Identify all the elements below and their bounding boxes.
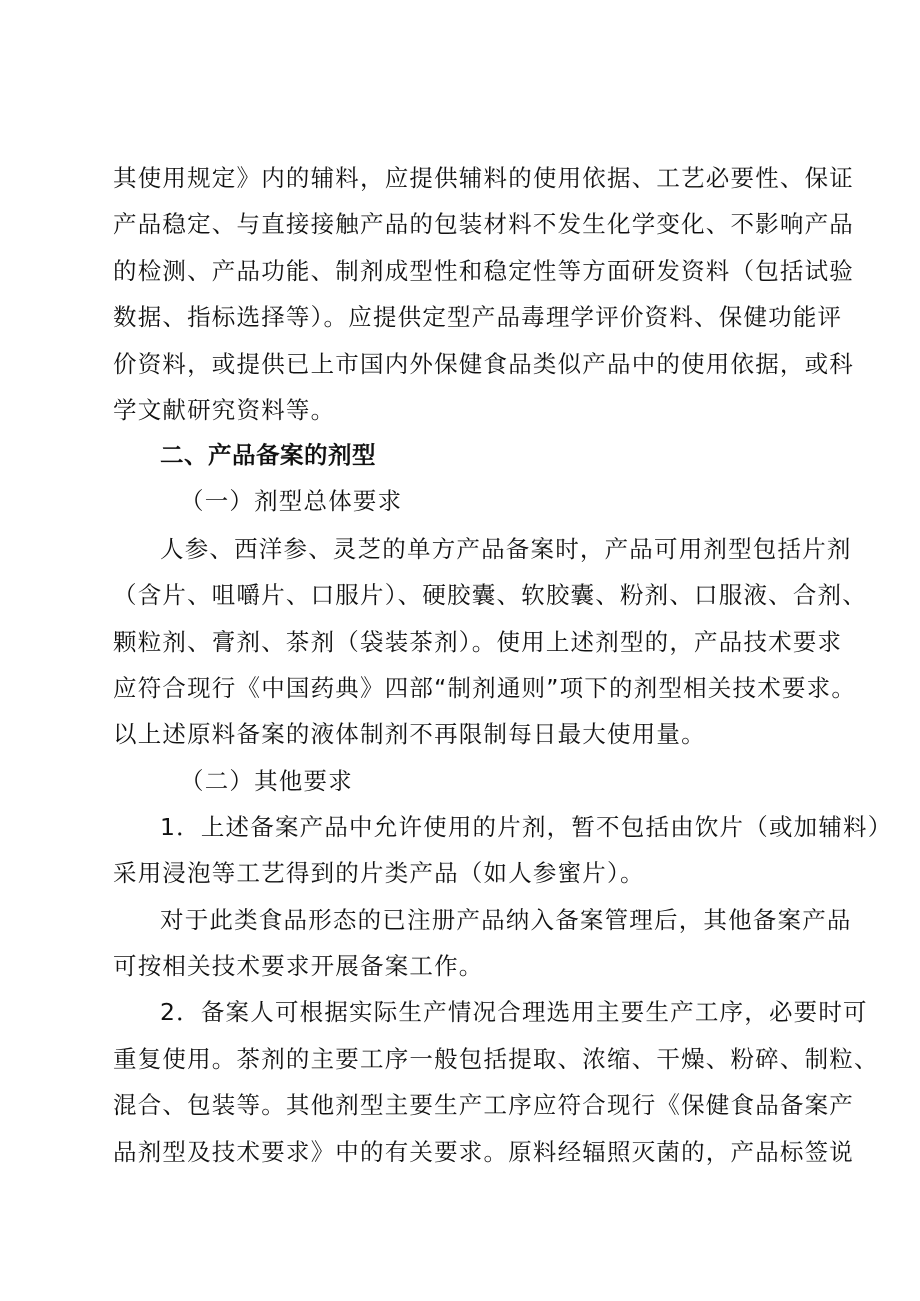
body-text-line: 数据、指标选择等）。应提供定型产品毒理学评价资料、保健功能评: [113, 303, 843, 331]
body-text-line: 混合、包装等。其他剂型主要生产工序应符合现行《保健食品备案产: [113, 1091, 854, 1119]
body-text-line: 其使用规定》内的辅料，应提供辅料的使用依据、工艺必要性、保证: [113, 164, 854, 192]
body-text-line: 人参、西洋参、灵芝的单方产品备案时，产品可用剂型包括片剂: [160, 535, 852, 563]
body-text-line: 的检测、产品功能、制剂成型性和稳定性等方面研发资料（包括试验: [113, 257, 854, 285]
body-text-line: 1．上述备案产品中允许使用的片剂，暂不包括由饮片（或加辅料）: [160, 813, 893, 841]
body-text-line: 以上述原料备案的液体制剂不再限制每日最大使用量。: [113, 720, 706, 748]
body-text-line: 对于此类食品形态的已注册产品纳入备案管理后，其他备案产品: [160, 906, 852, 934]
body-text-line: 采用浸泡等工艺得到的片类产品（如人参蜜片）。: [113, 859, 645, 887]
section-heading: 二、产品备案的剂型: [160, 441, 376, 469]
body-text-line: 颗粒剂、膏剂、茶剂（袋装茶剂）。使用上述剂型的，产品技术要求: [113, 628, 843, 656]
body-text-line: 可按相关技术要求开展备案工作。: [113, 952, 484, 980]
subsection-heading: （一）剂型总体要求: [180, 487, 403, 515]
body-text-line: （含片、咀嚼片、口服片）、硬胶囊、软胶囊、粉剂、口服液、合剂、: [113, 581, 867, 609]
body-text-line: 2．备案人可根据实际生产情况合理选用主要生产工序，必要时可: [160, 998, 868, 1026]
body-text-line: 学文献研究资料等。: [113, 396, 336, 424]
body-text-line: 价资料，或提供已上市国内外保健食品类似产品中的使用依据，或科: [113, 350, 854, 378]
body-text-line: 品剂型及技术要求》中的有关要求。原料经辐照灭菌的，产品标签说: [113, 1138, 854, 1166]
body-text-line: 应符合现行《中国药典》四部“制剂通则”项下的剂型相关技术要求。: [113, 674, 857, 702]
body-text-line: 重复使用。茶剂的主要工序一般包括提取、浓缩、干燥、粉碎、制粒、: [113, 1045, 879, 1073]
body-text-line: 产品稳定、与直接接触产品的包装材料不发生化学变化、不影响产品: [113, 210, 854, 238]
subsection-heading: （二）其他要求: [180, 767, 353, 795]
